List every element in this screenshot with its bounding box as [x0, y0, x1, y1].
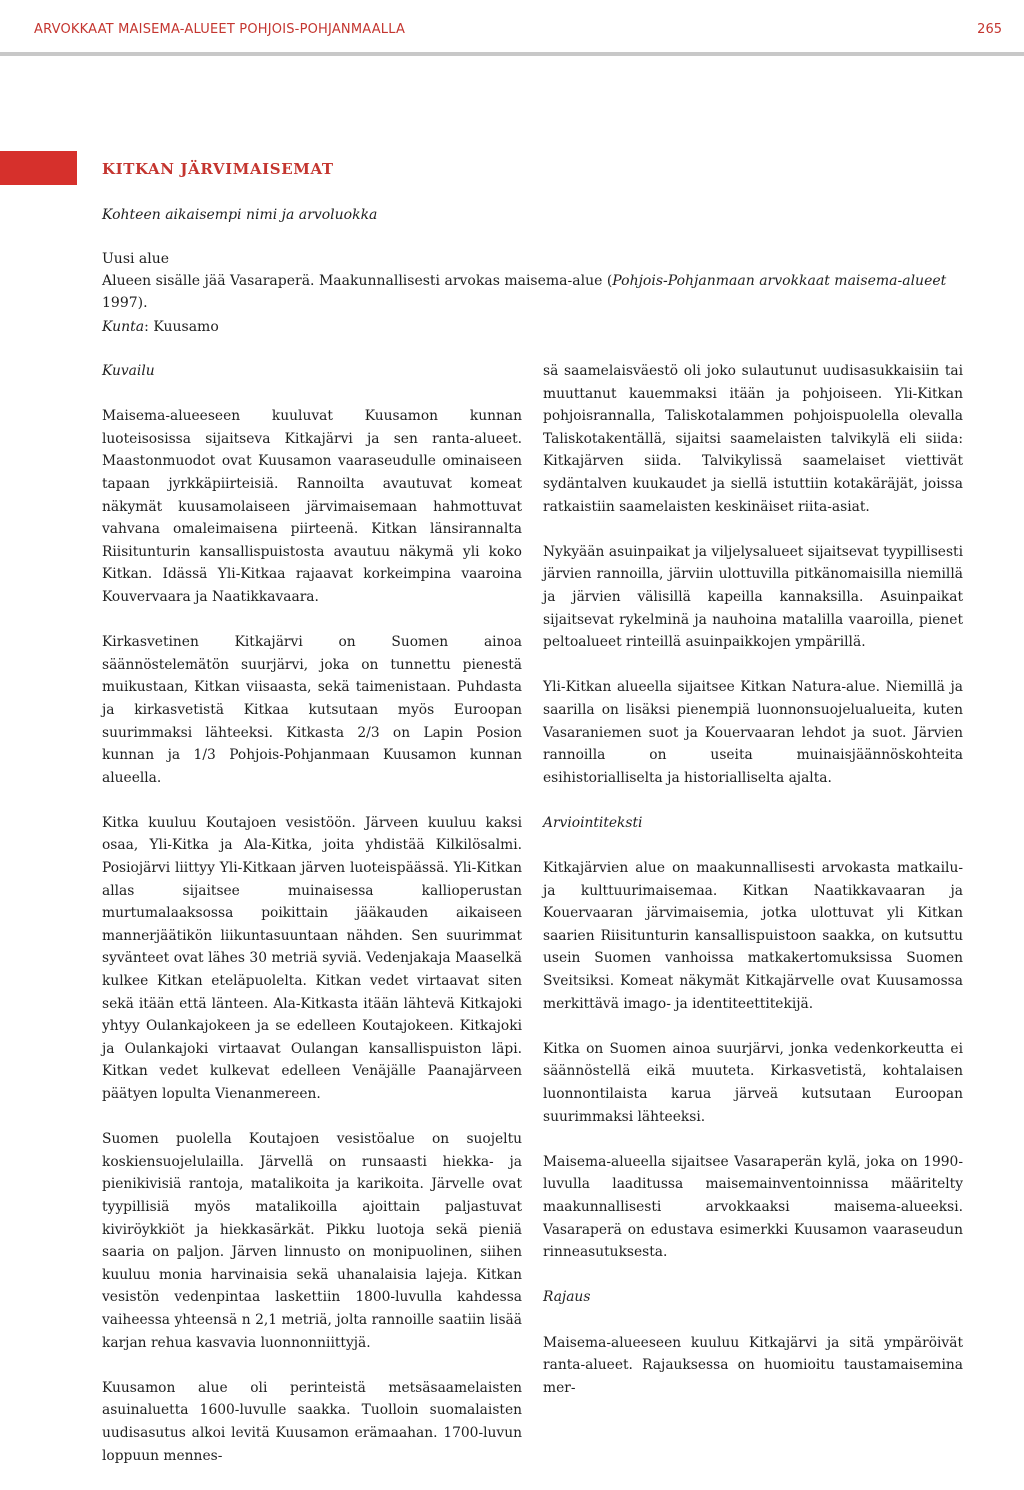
prior-name-heading: Kohteen aikaisempi nimi ja arvoluokka	[102, 207, 378, 223]
paragraph: Kitka on Suomen ainoa suurjärvi, jonka vedenkorkeutta ei säännöstellä eikä muuteta. Kirkasvetistä, kohtalaisen luonnontilaista karua järveä kutsutaan Euroopan suurimmaksi lähteeksi.	[543, 1040, 963, 1125]
area-note-reference: Pohjois-Pohjanmaan arvokkaat maisema-alueet	[612, 273, 947, 289]
paragraph: Nykyään asuinpaikat ja viljelysalueet sijaitsevat tyypillisesti järvien rannoilla, järviin ulottuvilla pitkänomaisilla niemillä ja järvien välisillä kapeilla kannaksilla. Asuinpaikat sijaitsevat rykelminä ja nauhoina matalilla vaaroilla, pienet peltoalueet rinteillä asuinpaikkojen ympärillä.	[543, 543, 963, 651]
kuvailu-heading: Kuvailu	[102, 363, 155, 379]
section-title: KITKAN JÄRVIMAISEMAT	[102, 160, 334, 178]
paragraph: Suomen puolella Koutajoen vesistöalue on suojeltu koskiensuojelulailla. Järvellä on runsaasti hiekka- ja pienikivisiä rantoja, matalikoita ja karikoita. Järvelle ovat tyypillisiä myös matalikoilla ajoittain paljastuvat kiviröykkiöt ja hiekkasärkät. Pikku luotoja sekä pieniä saaria on paljon. Järven linnusto on monipuolinen, siihen kuuluu monia harvinaisia sekä uhanalaisia lajeja. Kitkan vesistön vedenpintaa laskettiin 1800-luvulla kahdessa vaiheessa yhteensä n 2,1 metriä, jolta rannoille saatiin lisää karjan rehua kasvavia luonnonniittyjä.	[102, 1131, 522, 1351]
header-rule	[0, 52, 1024, 56]
paragraph: Kitkajärvien alue on maakunnallisesti arvokasta matkailu- ja kulttuurimaisemaa. Kitkan Naatikkavaaran ja Kouervaaran järvimaisemia, jotka ulottuvat yli Kitkan saarien Riisitunturin kansallispuistoon saakka, on kutsuttu usein Suomen vanhoissa matkakertomuksissa Suomen Sveitsiksi. Komeat näkymät Kitkajärvelle ovat Kuusamossa merkittävä imago- ja identiteettitekijä.	[543, 860, 963, 1012]
section-marker-bar	[0, 151, 77, 185]
municipality-value: : Kuusamo	[144, 319, 219, 335]
paragraph: Yli-Kitkan alueella sijaitsee Kitkan Natura-alue. Niemillä ja saarilla on lisäksi pienempiä luonnonsuojelualueita, kuten Vasaraniemen suot ja Kouervaaran lehdot ja suot. Järvien rannoilla on useita muinaisjäännöskohteita esihistorialliselta ja historialliselta ajalta.	[543, 679, 963, 786]
area-note	[102, 270, 982, 314]
left-column	[102, 360, 522, 1490]
paragraph: Kuusamon alue oli perinteistä metsäsaamelaisten asuinaluetta 1600-luvulle saakka. Tuolloin suomalaisten uudisasutus alkoi levitä Kuusamon erämaahan. 1700-luvun loppuun mennes-	[102, 1379, 522, 1464]
area-note-start: Alueen sisälle jää Vasaraperä. Maakunnallisesti arvokas maisema-alue (	[102, 273, 613, 289]
arviointiteksti-heading: Arviointiteksti	[543, 814, 643, 831]
rajaus-heading: Rajaus	[543, 1289, 591, 1306]
paragraph: Kirkasvetinen Kitkajärvi on Suomen ainoa säännöstelemätön suurjärvi, joka on tunnettu pienestä muikustaan, Kitkan viisaasta, sekä taimenistaan. Puhdasta ja kirkasvetistä Kitkaa kutsutaan myös Euroopan suurimmaksi lähteeksi. Kitkasta 2/3 on Lapin Posion kunnan ja 1/3 Pohjois-Pohjanmaan Kuusamon kunnan alueella.	[102, 634, 522, 786]
municipality-line	[102, 316, 219, 338]
page-number: 265	[977, 22, 1002, 37]
paragraph: Maisema-alueeseen kuuluvat Kuusamon kunnan luoteisosissa sijaitseva Kitkajärvi ja sen ranta-alueet. Maastonmuodot ovat Kuusamon vaaraseudulle ominaiseen tapaan jyrkkäpiirteisiä. Rannoilta avautuvat komeat näkymät kuusamolaiseen järvimaisemaan hahmottuvat vahvana omaleimaisena piirteenä. Kitkan länsirannalta Riisitunturin kansallispuistosta avautuu näkymä yli koko Kitkan. Idässä Yli-Kitkaa rajaavat korkeimpina vaaroina Kouvervaara ja Naatikkavaara.	[102, 408, 522, 605]
area-status: Uusi alue	[102, 251, 170, 267]
municipality-label: Kunta	[102, 319, 145, 335]
area-note-end: 1997).	[102, 295, 148, 311]
running-title: ARVOKKAAT MAISEMA-ALUEET POHJOIS-POHJANMAALLA	[34, 22, 406, 37]
paragraph: Maisema-alueeseen kuuluu Kitkajärvi ja sitä ympäröivät ranta-alueet. Rajauksessa on huomioitu taustamaisemina mer-	[543, 1334, 963, 1396]
paragraph: Kitka kuuluu Koutajoen vesistöön. Järveen kuuluu kaksi osaa, Yli-Kitka ja Ala-Kitka, joita yhdistää Kilkilösalmi. Posiojärvi liittyy Yli-Kitkaan järven luoteispäässä. Yli-Kitkan allas sijaitsee muinaisessa kallioperustan murtumalaaksossa poikittain jääkauden aikaiseen mannerjäätikön liikuntasuuntaan nähden. Sen suurimmat syvänteet ovat lähes 30 metriä syviä. Vedenjakaja Maaselkä kulkee Kitkan eteläpuolelta. Kitkan vedet virtaavat siten sekä itään että länteen. Ala-Kitkasta itään lähtevä Kitkajoki yhtyy Oulankajokeen ja se edelleen Koutajokeen. Kitkajoki ja Oulankajoki virtaavat Oulangan kansallispuiston läpi. Kitkan vedet kulkevat edelleen Venäjälle Paanajärveen päätyen lopulta Vienanmereen.	[102, 814, 522, 1102]
right-column	[543, 360, 963, 1422]
paragraph: sä saamelaisväestö oli joko sulautunut uudisasukkaisiin tai muuttanut kauemmaksi itään ja pohjoiseen. Yli-Kitkan pohjoisrannalla, Taliskotalammen pohjoispuolella olevalla Taliskotakentällä, sijaitsi saamelaisten talvikylä eli siida: Kitkajärven siida. Talvikylissä saamelaiset viettivät sydäntalven kuukaudet ja siellä istuttiin kotakäräjät, joissa ratkaistiin saamelaisten keskinäiset riita-asiat.	[543, 363, 963, 515]
paragraph: Maisema-alueella sijaitsee Vasaraperän kylä, joka on 1990-luvulla laaditussa maisemainventoinnissa määritelty maakunnallisesti arvokkaaksi maisema-alueeksi. Vasaraperä on edustava esimerkki Kuusamon vaaraseudun rinneasutuksesta.	[543, 1153, 963, 1261]
